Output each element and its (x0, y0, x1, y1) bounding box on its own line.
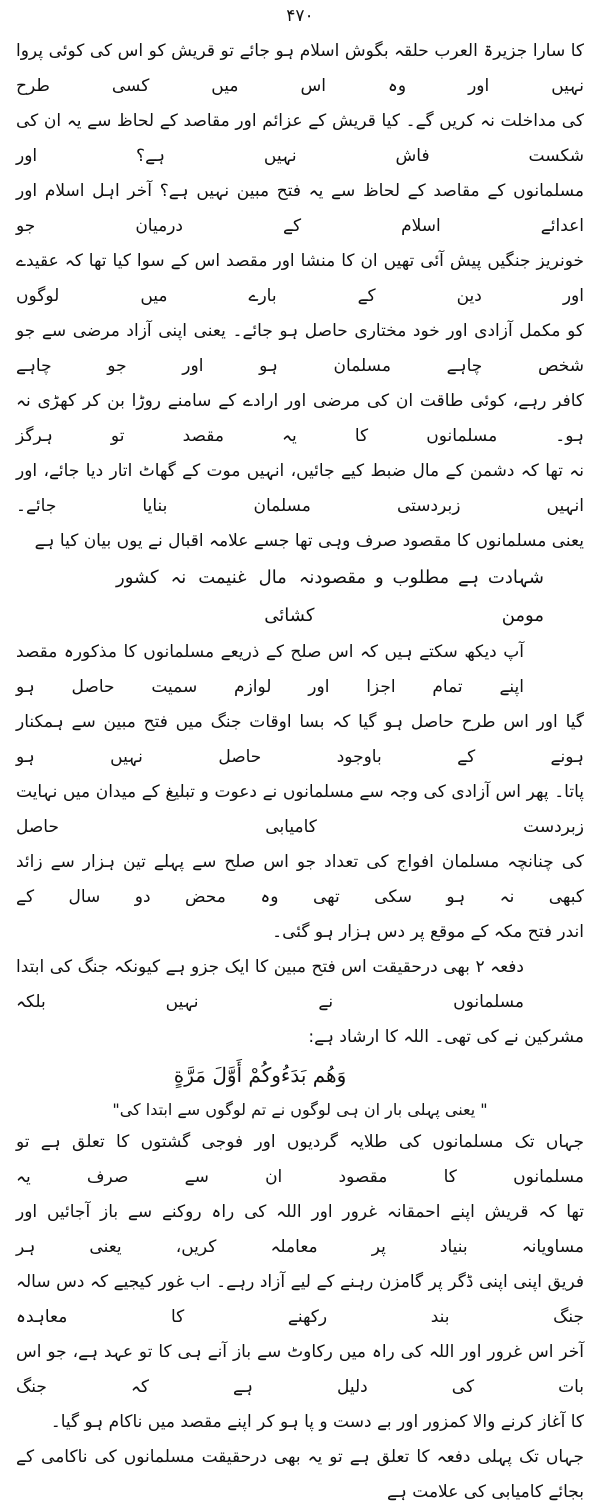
paragraph-5 (16, 1440, 584, 1510)
paragraph-2 (16, 635, 584, 950)
text-line: اندر فتح مکہ کے موقع پر دس ہزار ہو گئی۔ (272, 922, 584, 942)
text-line: کافر رہے، کوئی طاقت ان کی مرضی اور ارادے کے سامنے روڑا بن کر کھڑی نہ ہو۔ مسلمانوں کا یہ مقصد تو ہرگز (16, 391, 584, 446)
quran-translation: " یعنی پہلی بار ان ہی لوگوں نے تم لوگوں سے ابتدا کی" (112, 1100, 488, 1119)
text-line: جہاں تک مسلمانوں کی طلایہ گردیوں اور فوجی گشتوں کا تعلق ہے تو مسلمانوں کا مقصود ان سے صرف یہ (16, 1132, 584, 1187)
text-line: فریق اپنی اپنی ڈگر پر گامزن رہنے کے لیے آزاد رہے۔ اب غور کیجیے کہ دس سالہ جنگ بند رکھنے کا معاہدہ (16, 1272, 584, 1327)
text-line: تھا کہ قریش اپنے احمقانہ غرور اور اللہ کی راہ روکنے سے باز آجائیں اور مساویانہ بنیاد پر معاملہ کریں، یعنی ہر (16, 1202, 584, 1257)
text-line: کی چنانچہ مسلمان افواج کی تعداد جو اس صلح سے پہلے تین ہزار سے زائد کبھی نہ ہو سکی تھی وہ محض دو سال کے (16, 852, 584, 907)
text-line: مسلمانوں کے مقاصد کے لحاظ سے یہ فتح مبین نہیں ہے؟ آخر اہل اسلام اور اعدائے اسلام کے درمیان جو (16, 181, 584, 236)
text-line: آپ دیکھ سکتے ہیں کہ اس صلح کے ذریعے مسلمانوں کا مذکورہ مقصد اپنے تمام اجزا اور لوازم سمیت حاصل ہو (16, 642, 524, 697)
text-line: خونریز جنگیں پیش آئی تھیں ان کا منشا اور مقصد اس کے سوا کیا تھا کہ عقیدے اور دین کے بارے میں لوگوں (16, 251, 584, 306)
text-line: جہاں تک پہلی دفعہ کا تعلق ہے تو یہ بھی درحقیقت مسلمانوں کی ناکامی کے بجائے کامیابی کی علامت ہے (16, 1447, 584, 1502)
poetry-verse (16, 559, 584, 635)
text-line: کا آغاز کرنے والا کمزور اور بے دست و پا ہو کر اپنے مقصد میں ناکام ہو گیا۔ (50, 1412, 584, 1432)
text-line: کا سارا جزیرۃ العرب حلقہ بگوش اسلام ہو جائے تو قریش کو اس کی کوئی پروا نہیں اور وہ اس میں کسی طرح (16, 41, 584, 96)
text-line: گیا اور اس طرح حاصل ہو گیا کہ بسا اوقات جنگ میں فتح مبین سے ہمکنار ہونے کے باوجود حاصل نہیں ہو (16, 712, 584, 767)
paragraph-3 (16, 950, 584, 1055)
text-line: کی مداخلت نہ کریں گے۔ کیا قریش کے عزائم اور مقاصد کے لحاظ سے یہ ان کی شکست فاش نہیں ہے؟ اور (16, 111, 584, 166)
text-line: مشرکین نے کی تھی۔ اللہ کا ارشاد ہے: (308, 1027, 584, 1047)
paragraph-1 (16, 34, 584, 559)
text-line: یعنی مسلمانوں کا مقصود صرف وہی تھا جسے علامہ اقبال نے یوں بیان کیا ہے (34, 531, 584, 551)
text-line: آخر اس غرور اور اللہ کی راہ میں رکاوٹ سے باز آنے ہی کا تو عہد ہے، جو اس بات کی دلیل ہے کہ جنگ (16, 1342, 584, 1397)
verse-right-hemistich: شہادت ہے مطلوب و مقصود مومن (314, 567, 544, 626)
text-line: نہ تھا کہ دشمن کے مال ضبط کیے جائیں، انہیں موت کے گھاٹ اتار دیا جائے، اور انہیں زبردستی مسلمان بنایا جائے۔ (16, 461, 584, 516)
paragraph-4 (16, 1125, 584, 1440)
quran-verse: وَهُم بَدَءُوكُمْ أَوَّلَ مَرَّةٍ (173, 1063, 347, 1087)
page-number: ۴۷۰ (286, 6, 314, 26)
text-line: کو مکمل آزادی اور خود مختاری حاصل ہو جائے۔ یعنی اپنی آزاد مرضی سے جو شخص چاہے مسلمان ہو اور جو چاہے (16, 321, 584, 376)
page-content (16, 34, 584, 1510)
text-line: پاتا۔ پھر اس آزادی کی وجہ سے مسلمانوں نے دعوت و تبلیغ کے میدان میں نہایت زبردست کامیابی حاصل (16, 782, 584, 837)
verse-left-hemistich: نہ مال غنیمت نہ کشور کشائی (116, 567, 315, 626)
text-line: دفعہ ۲ بھی درحقیقت اس فتح مبین کا ایک جزو ہے کیونکہ جنگ کی ابتدا مسلمانوں نے نہیں بلکہ (16, 957, 524, 1012)
